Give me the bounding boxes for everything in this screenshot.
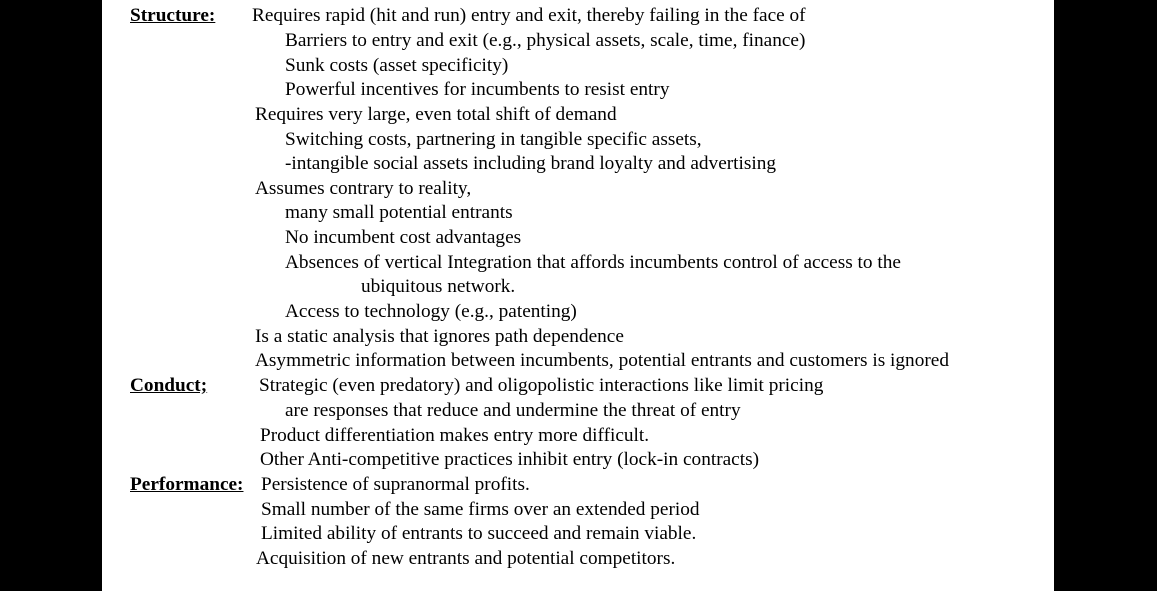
conduct-line: Other Anti-competitive practices inhibit entry (lock-in contracts) [260,449,760,470]
conduct-line: are responses that reduce and undermine the threat of entry [285,400,741,421]
structure-line: No incumbent cost advantages [285,227,522,248]
conduct-heading: Conduct; [130,375,208,396]
structure-line: Requires rapid (hit and run) entry and exit, thereby failing in the face of [252,5,806,26]
structure-line: Absences of vertical Integration that affords incumbents control of access to the [285,252,901,273]
structure-heading: Structure: [130,5,216,26]
structure-line: many small potential entrants [285,202,513,223]
performance-line: Acquisition of new entrants and potential competitors. [256,548,676,569]
structure-line: Barriers to entry and exit (e.g., physical assets, scale, time, finance) [285,30,806,51]
structure-line: Requires very large, even total shift of demand [255,104,617,125]
structure-line: Is a static analysis that ignores path dependence [255,326,624,347]
structure-line: Sunk costs (asset specificity) [285,55,509,76]
performance-line: Limited ability of entrants to succeed and remain viable. [261,523,697,544]
structure-line: Powerful incentives for incumbents to resist entry [285,79,670,100]
document-page [102,0,1054,591]
conduct-line: Product differentiation makes entry more difficult. [260,425,650,446]
structure-line: Switching costs, partnering in tangible specific assets, [285,129,702,150]
conduct-line: Strategic (even predatory) and oligopolistic interactions like limit pricing [259,375,824,396]
performance-line: Persistence of supranormal profits. [261,474,530,495]
structure-line: -intangible social assets including brand loyalty and advertising [285,153,777,174]
structure-line: Assumes contrary to reality, [255,178,472,199]
structure-line: ubiquitous network. [361,276,516,297]
structure-line: Asymmetric information between incumbents, potential entrants and customers is ignored [255,350,949,371]
performance-line: Small number of the same firms over an extended period [261,499,700,520]
performance-heading: Performance: [130,474,244,495]
structure-line: Access to technology (e.g., patenting) [285,301,577,322]
